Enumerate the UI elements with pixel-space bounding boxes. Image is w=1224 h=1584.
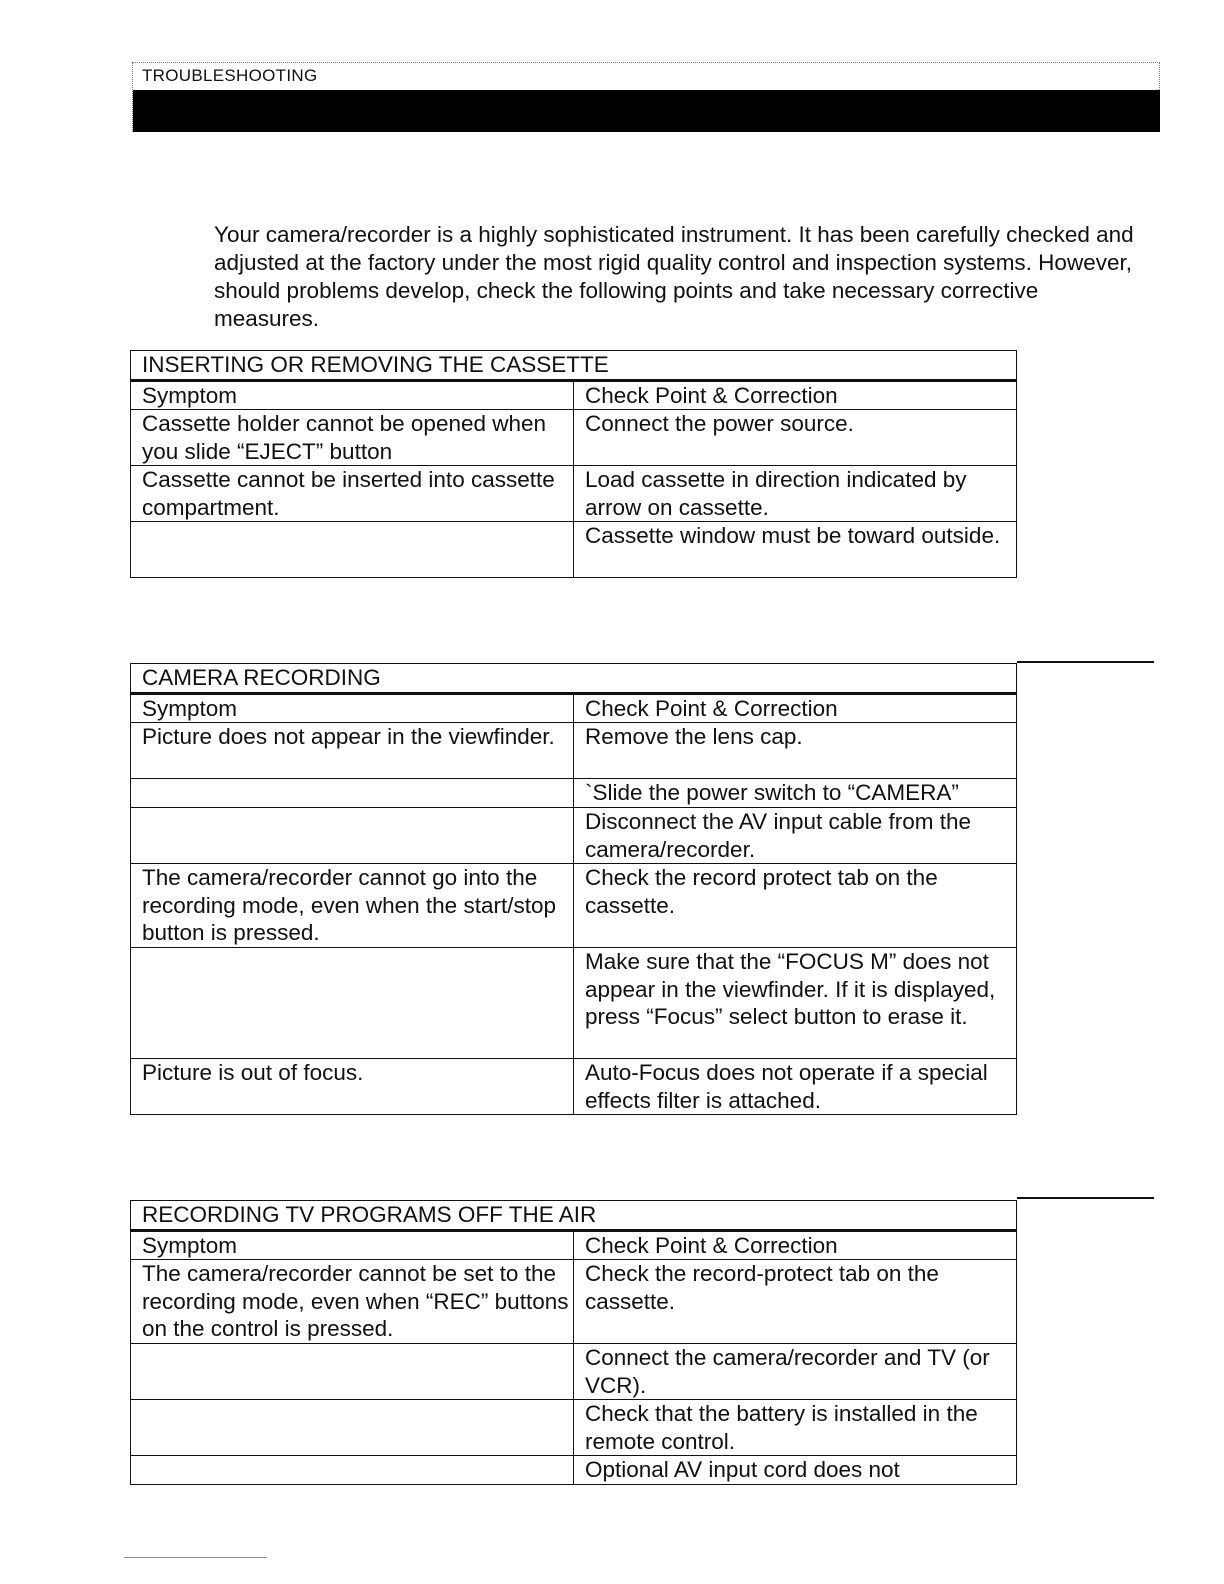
table-header-row [131, 380, 1017, 410]
section-label: TROUBLESHOOTING [142, 66, 318, 85]
check-cell: Auto-Focus does not operate if a special effects filter is attached. [574, 1059, 1017, 1115]
table-recording-tv-programs [130, 1200, 1017, 1485]
table-title: RECORDING TV PROGRAMS OFF THE AIR [131, 1201, 1017, 1231]
table-row [131, 410, 1017, 466]
symptom-cell: Picture is out of focus. [131, 1059, 574, 1115]
table-row [131, 522, 1017, 578]
table-row [131, 1344, 1017, 1400]
check-cell: Connect the power source. [574, 410, 1017, 466]
column-header-symptom: Symptom [131, 1230, 574, 1260]
symptom-cell [131, 779, 574, 808]
check-cell: Load cassette in direction indicated by arrow on cassette. [574, 466, 1017, 522]
column-header-check: Check Point & Correction [574, 1230, 1017, 1260]
table-row [131, 1260, 1017, 1344]
table-row [131, 808, 1017, 864]
symptom-cell: The camera/recorder cannot go into the recording mode, even when the start/stop button is pressed. [131, 864, 574, 948]
table-row [131, 864, 1017, 948]
symptom-cell [131, 522, 574, 578]
divider-rule [1017, 661, 1154, 663]
check-cell: Optional AV input cord does not [574, 1456, 1017, 1485]
table-camera-recording [130, 663, 1017, 1115]
table-row [131, 779, 1017, 808]
table-row [131, 466, 1017, 522]
symptom-cell: Cassette cannot be inserted into cassette compartment. [131, 466, 574, 522]
column-header-symptom: Symptom [131, 380, 574, 410]
table-header-row [131, 1230, 1017, 1260]
check-cell: Check the record-protect tab on the cassette. [574, 1260, 1017, 1344]
symptom-cell [131, 808, 574, 864]
table-row [131, 723, 1017, 779]
check-cell: Make sure that the “FOCUS M” does not appear in the viewfinder. If it is displayed, press “Focus” select button to erase it. [574, 948, 1017, 1059]
divider-rule [1017, 1197, 1154, 1199]
symptom-cell: Picture does not appear in the viewfinder. [131, 723, 574, 779]
table-title: INSERTING OR REMOVING THE CASSETTE [131, 351, 1017, 381]
symptom-cell [131, 1400, 574, 1456]
table-row [131, 1400, 1017, 1456]
intro-paragraph: Your camera/recorder is a highly sophisticated instrument. It has been carefully checked and adjusted at the factory under the most rigid quality control and inspection systems. However, should problems develop, check the following points and take necessary corrective measures. [214, 222, 1134, 331]
table-inserting-removing-cassette [130, 350, 1017, 578]
check-cell: Check the record protect tab on the cassette. [574, 864, 1017, 948]
check-cell: Cassette window must be toward outside. [574, 522, 1017, 578]
table-row [131, 948, 1017, 1059]
column-header-check: Check Point & Correction [574, 693, 1017, 723]
table-row [131, 1059, 1017, 1115]
check-cell: Remove the lens cap. [574, 723, 1017, 779]
symptom-cell: The camera/recorder cannot be set to the recording mode, even when “REC” buttons on the control is pressed. [131, 1260, 574, 1344]
table-title: CAMERA RECORDING [131, 664, 1017, 694]
symptom-cell [131, 1456, 574, 1485]
column-header-check: Check Point & Correction [574, 380, 1017, 410]
symptom-cell: Cassette holder cannot be opened when you slide “EJECT” button [131, 410, 574, 466]
check-cell: Check that the battery is installed in the remote control. [574, 1400, 1017, 1456]
table-header-row [131, 693, 1017, 723]
footer-link-rule [124, 1557, 267, 1558]
symptom-cell [131, 948, 574, 1059]
column-header-symptom: Symptom [131, 693, 574, 723]
header-bar [133, 90, 1160, 132]
check-cell: Disconnect the AV input cable from the camera/recorder. [574, 808, 1017, 864]
check-cell: `Slide the power switch to “CAMERA” [574, 779, 1017, 808]
table-row [131, 1456, 1017, 1485]
check-cell: Connect the camera/recorder and TV (or VCR). [574, 1344, 1017, 1400]
symptom-cell [131, 1344, 574, 1400]
